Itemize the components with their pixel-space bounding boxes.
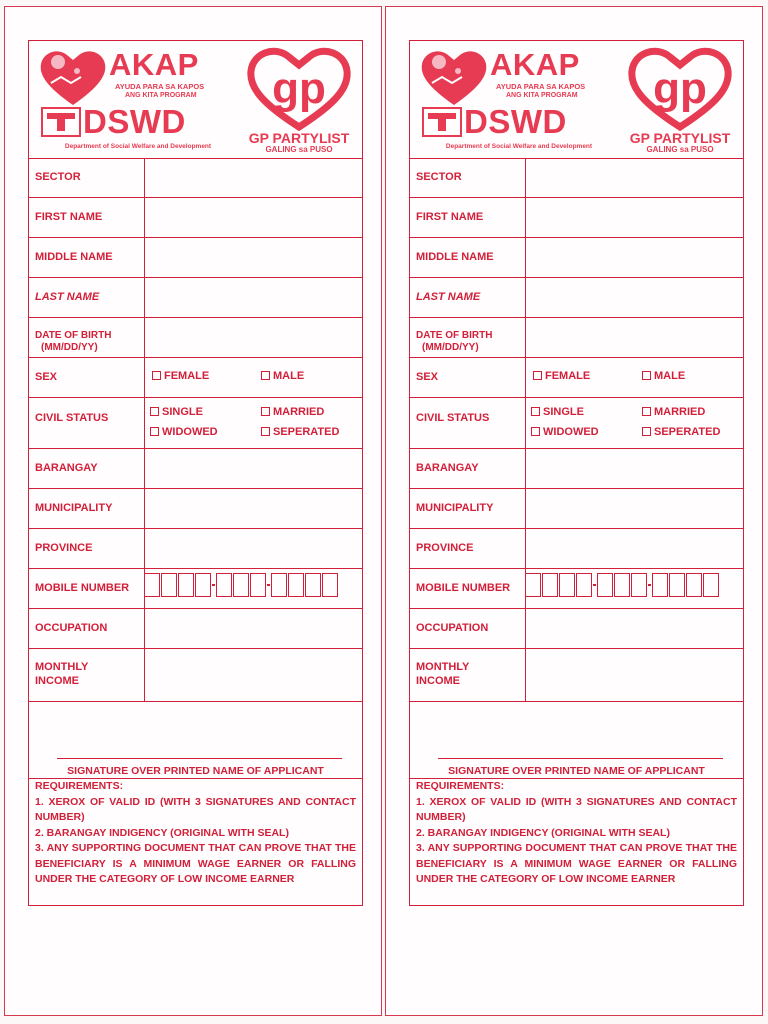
- checkbox-icon: [152, 371, 161, 380]
- akap-subtitle-2: ANG KITA PROGRAM: [125, 92, 197, 99]
- akap-subtitle-1: AYUDA PARA SA KAPOS: [115, 82, 205, 91]
- middle-name-label: MIDDLE NAME: [416, 251, 494, 263]
- middle-name-row: [410, 238, 743, 278]
- monthly-income-label-2: INCOME: [35, 675, 79, 687]
- checkbox-icon: [642, 427, 651, 436]
- widowed-checkbox[interactable]: [150, 426, 218, 439]
- last-name-label: LAST NAME: [35, 291, 100, 303]
- requirement-item-3: 3. ANY SUPPORTING DOCUMENT THAT CAN PROVE THAT THE BENEFICIARY IS A MINIMUM WAGE EARNER OR FALLING UNDER THE CATEGORY OF LOW INCOME EARNER: [416, 842, 737, 885]
- gp-partylist-tagline: GALING sa PUSO: [646, 145, 714, 154]
- widowed-checkbox[interactable]: [531, 426, 599, 439]
- checkbox-icon: [531, 407, 540, 416]
- barangay-row: [29, 449, 362, 489]
- form-copy-left: [4, 6, 382, 1016]
- last-name-row: [410, 278, 743, 318]
- monthly-income-label-1: MONTHLY: [35, 661, 89, 673]
- sex-label: SEX: [416, 371, 439, 383]
- province-label: PROVINCE: [35, 542, 93, 554]
- married-option-label: MARRIED: [654, 406, 706, 418]
- mobile-number-row: [29, 569, 362, 609]
- municipality-row: [410, 489, 743, 529]
- requirements-title: REQUIREMENTS:: [416, 780, 505, 792]
- checkbox-icon: [261, 427, 270, 436]
- sector-label: SECTOR: [416, 171, 462, 183]
- first-name-row: [29, 198, 362, 238]
- requirement-item-3: 3. ANY SUPPORTING DOCUMENT THAT CAN PROVE THAT THE BENEFICIARY IS A MINIMUM WAGE EARNER OR FALLING UNDER THE CATEGORY OF LOW INCOME EARNER: [35, 842, 356, 885]
- municipality-label: MUNICIPALITY: [416, 502, 494, 514]
- occupation-label: OCCUPATION: [416, 622, 489, 634]
- dob-format-label: (MM/DD/YY): [41, 342, 98, 353]
- barangay-label: BARANGAY: [35, 462, 98, 474]
- akap-heart-logo-icon: [418, 47, 490, 109]
- application-form: [409, 40, 744, 906]
- signature-area: [29, 702, 362, 779]
- signature-caption: SIGNATURE OVER PRINTED NAME OF APPLICANT: [448, 765, 705, 777]
- dswd-seal-icon: [422, 107, 462, 137]
- checkbox-icon: [533, 371, 542, 380]
- mobile-number-boxes[interactable]: [525, 573, 741, 599]
- single-checkbox[interactable]: [150, 406, 203, 419]
- civil-status-label: CIVIL STATUS: [35, 412, 109, 424]
- checkbox-icon: [261, 407, 270, 416]
- akap-title: AKAP: [109, 47, 199, 82]
- sector-row: [410, 158, 743, 198]
- municipality-row: [29, 489, 362, 529]
- civil-status-row: [29, 398, 362, 449]
- married-checkbox[interactable]: [642, 406, 705, 419]
- male-checkbox[interactable]: [261, 370, 304, 383]
- sex-label: SEX: [35, 371, 58, 383]
- male-option-label: MALE: [654, 370, 686, 382]
- gp-partylist-heart-logo-icon: [626, 45, 734, 131]
- civil-status-row: [410, 398, 743, 449]
- sector-label: SECTOR: [35, 171, 81, 183]
- seperated-option-label: SEPERATED: [654, 426, 721, 438]
- application-form: [28, 40, 363, 906]
- province-row: [410, 529, 743, 569]
- sex-row: [410, 358, 743, 398]
- dob-format-label: (MM/DD/YY): [422, 342, 479, 353]
- monthly-income-label-2: INCOME: [416, 675, 460, 687]
- signature-caption: SIGNATURE OVER PRINTED NAME OF APPLICANT: [67, 765, 324, 777]
- dswd-seal-icon: [41, 107, 81, 137]
- single-checkbox[interactable]: [531, 406, 584, 419]
- occupation-row: [410, 609, 743, 649]
- mobile-number-row: [410, 569, 743, 609]
- monthly-income-row: [410, 649, 743, 702]
- single-option-label: SINGLE: [162, 406, 203, 418]
- gp-partylist-name: GP PARTYLIST: [629, 130, 731, 146]
- requirement-item-2: 2. BARANGAY INDIGENCY (ORIGINAL WITH SEAL): [416, 826, 670, 839]
- monthly-income-label-1: MONTHLY: [416, 661, 470, 673]
- requirements-title: REQUIREMENTS:: [35, 780, 124, 792]
- occupation-row: [29, 609, 362, 649]
- requirements-section: [35, 779, 356, 888]
- gp-partylist-heart-logo-icon: [245, 45, 353, 131]
- middle-name-row: [29, 238, 362, 278]
- province-label: PROVINCE: [416, 542, 474, 554]
- seperated-checkbox[interactable]: [642, 426, 720, 439]
- dob-label: DATE OF BIRTH: [416, 330, 493, 341]
- gp-mark: gp: [272, 64, 326, 113]
- first-name-row: [410, 198, 743, 238]
- date-of-birth-row: [410, 318, 743, 358]
- form-copy-right: [385, 6, 763, 1016]
- akap-heart-logo-icon: [37, 47, 109, 109]
- requirement-item-2: 2. BARANGAY INDIGENCY (ORIGINAL WITH SEAL): [35, 826, 289, 839]
- checkbox-icon: [150, 427, 159, 436]
- single-option-label: SINGLE: [543, 406, 584, 418]
- requirements-section: [416, 779, 737, 888]
- checkbox-icon: [642, 371, 651, 380]
- gp-partylist-name: GP PARTYLIST: [248, 130, 350, 146]
- widowed-option-label: WIDOWED: [543, 426, 599, 438]
- dswd-title: DSWD: [464, 103, 567, 140]
- dswd-subtitle: Department of Social Welfare and Development: [445, 143, 593, 150]
- monthly-income-row: [29, 649, 362, 702]
- barangay-row: [410, 449, 743, 489]
- barangay-label: BARANGAY: [416, 462, 479, 474]
- gp-mark: gp: [653, 64, 707, 113]
- gp-partylist-tagline: GALING sa PUSO: [265, 145, 333, 154]
- dswd-subtitle: Department of Social Welfare and Development: [64, 143, 212, 150]
- date-of-birth-row: [29, 318, 362, 358]
- female-checkbox[interactable]: [152, 370, 209, 383]
- mobile-number-boxes[interactable]: [144, 573, 360, 599]
- seperated-checkbox[interactable]: [261, 426, 339, 439]
- civil-status-label: CIVIL STATUS: [416, 412, 490, 424]
- signature-area: [410, 702, 743, 779]
- mobile-number-label: MOBILE NUMBER: [416, 582, 511, 594]
- widowed-option-label: WIDOWED: [162, 426, 218, 438]
- requirement-item-1: 1. XEROX OF VALID ID (WITH 3 SIGNATURES AND CONTACT NUMBER): [35, 795, 356, 823]
- sex-row: [29, 358, 362, 398]
- married-option-label: MARRIED: [273, 406, 325, 418]
- female-option-label: FEMALE: [545, 370, 591, 382]
- last-name-label: LAST NAME: [416, 291, 481, 303]
- dswd-title: DSWD: [83, 103, 186, 140]
- checkbox-icon: [531, 427, 540, 436]
- akap-subtitle-2: ANG KITA PROGRAM: [506, 92, 578, 99]
- married-checkbox[interactable]: [261, 406, 324, 419]
- male-option-label: MALE: [273, 370, 305, 382]
- form-header: [410, 41, 743, 159]
- last-name-row: [29, 278, 362, 318]
- akap-subtitle-1: AYUDA PARA SA KAPOS: [496, 82, 586, 91]
- first-name-label: FIRST NAME: [416, 211, 484, 223]
- municipality-label: MUNICIPALITY: [35, 502, 113, 514]
- province-row: [29, 529, 362, 569]
- form-header: [29, 41, 362, 159]
- first-name-label: FIRST NAME: [35, 211, 103, 223]
- middle-name-label: MIDDLE NAME: [35, 251, 113, 263]
- mobile-number-label: MOBILE NUMBER: [35, 582, 130, 594]
- sector-row: [29, 158, 362, 198]
- akap-title: AKAP: [490, 47, 580, 82]
- dob-label: DATE OF BIRTH: [35, 330, 112, 341]
- seperated-option-label: SEPERATED: [273, 426, 340, 438]
- female-option-label: FEMALE: [164, 370, 210, 382]
- checkbox-icon: [642, 407, 651, 416]
- checkbox-icon: [261, 371, 270, 380]
- male-checkbox[interactable]: [642, 370, 685, 383]
- occupation-label: OCCUPATION: [35, 622, 108, 634]
- checkbox-icon: [150, 407, 159, 416]
- female-checkbox[interactable]: [533, 370, 590, 383]
- requirement-item-1: 1. XEROX OF VALID ID (WITH 3 SIGNATURES AND CONTACT NUMBER): [416, 795, 737, 823]
